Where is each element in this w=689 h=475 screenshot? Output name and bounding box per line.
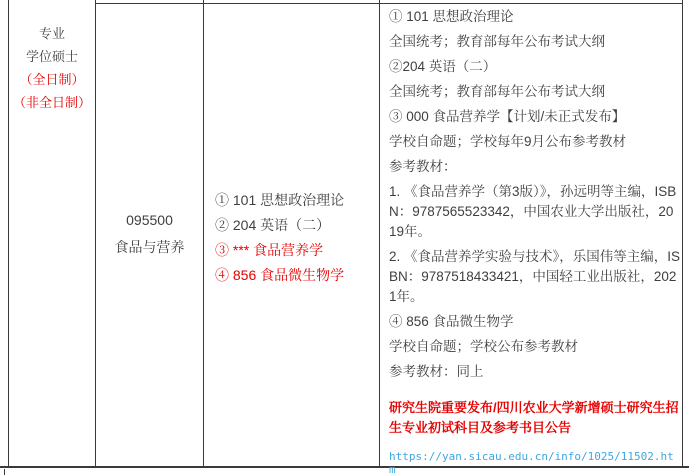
table-border-col2-col3 [203,0,204,466]
detail-paragraph: ③ 000 食品营养学【计划/未正式发布】 [389,109,626,124]
subject-item: ③ *** 食品营养学 [215,242,324,258]
cell-program-type [9,22,95,114]
detail-paragraph: ②204 英语（二） [389,59,497,74]
detail-paragraph-textbook-2: 2. 《食品营养学实验与技术》，乐国伟等主编，ISBN：9787518433421，中国轻工业出版社，2021年。 [389,249,681,304]
detail-paragraph: ① 101 思想政治理论 [389,9,514,24]
subject-item: ② 204 英语（二） [215,217,331,233]
next-row-border-sliver [4,469,5,475]
announcement-text: 研究生院重要发布/四川农业大学新增硕士研究生招生专业初试科目及参考书目公告 [389,400,679,435]
detail-paragraph: 学校自命题；学校公布参考教材 [389,339,578,354]
table-border-row-top [95,3,683,4]
program-type-parttime-label: （非全日制） [12,95,91,110]
program-type-line: 学位硕士 [25,49,78,64]
program-type-line: 专业 [38,26,65,41]
major-name: 食品与营养 [114,239,185,255]
cell-exam-subjects [215,188,377,288]
url-link[interactable]: https://yan.sicau.edu.cn/info/1025/11502.htm [389,450,674,475]
cell-exam-details [389,7,680,475]
detail-paragraph: 参考教材： [389,159,457,174]
detail-paragraph: 参考教材：同上 [389,364,484,379]
detail-paragraph: 学校自命题；学校每年9月公布参考教材 [389,134,627,149]
major-code: 095500 [126,212,173,228]
detail-paragraph: 全国统考；教育部每年公布考试大纲 [389,84,605,99]
detail-paragraph-textbook-1: 1. 《食品营养学（第3版）》，孙远明等主编，ISBN：9787565523342，中国农业大学出版社，2019年。 [389,184,677,239]
table-border-right [682,0,683,467]
program-type-fulltime-label: （全日制） [19,72,85,87]
subject-item: ① 101 思想政治理论 [215,192,345,208]
detail-paragraph: ④ 856 食品微生物学 [389,314,514,329]
subject-item: ④ 856 食品微生物学 [215,267,345,283]
table-border-col3-col4 [379,0,380,466]
cell-major [96,207,203,261]
detail-paragraph: 全国统考；教育部每年公布考试大纲 [389,34,605,49]
